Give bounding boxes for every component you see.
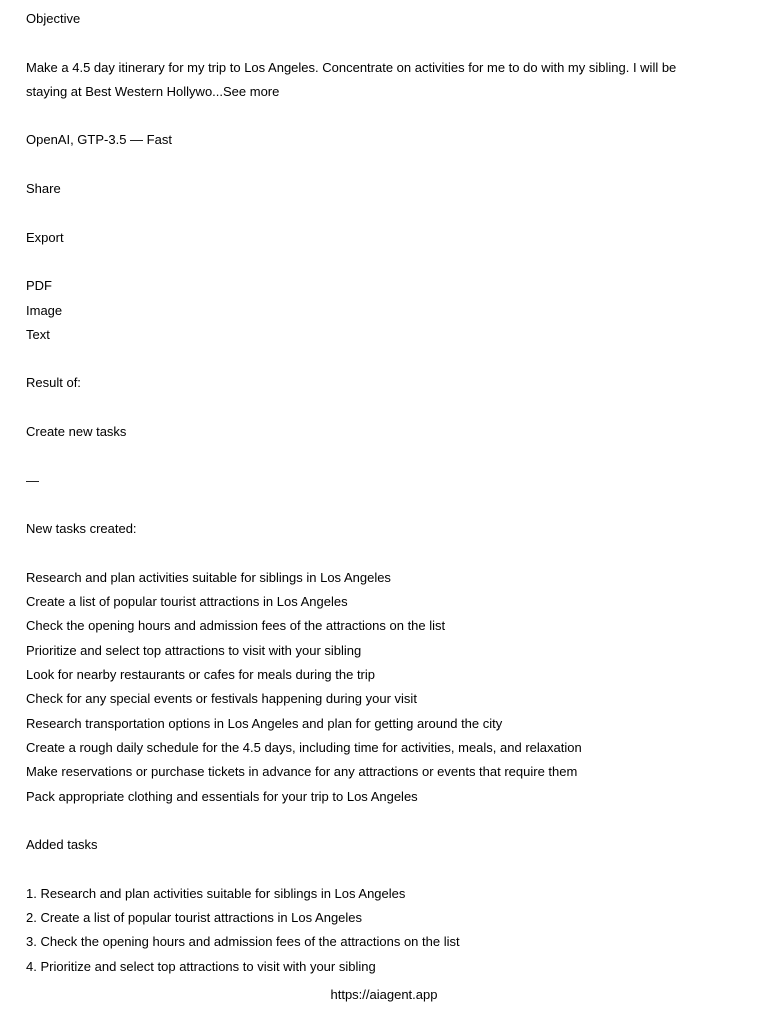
list-item: 3. Check the opening hours and admission fees of the attractions on the list — [26, 934, 460, 950]
list-item: Create a list of popular tourist attractions in Los Angeles — [26, 594, 348, 610]
new-tasks-list — [26, 569, 726, 812]
objective-text-line-1: Make a 4.5 day itinerary for my trip to Los Angeles. Concentrate on activities for me to do with my sibling. I will be — [26, 59, 677, 75]
list-item: Make reservations or purchase tickets in advance for any attractions or events that require them — [26, 764, 578, 780]
list-item: Check for any special events or festivals happening during your visit — [26, 691, 417, 707]
export-text-option[interactable]: Text — [26, 326, 50, 342]
result-label: Result of: — [26, 375, 81, 391]
list-item: Research and plan activities suitable for siblings in Los Angeles — [26, 569, 391, 585]
spacer — [26, 545, 726, 569]
spacer — [26, 34, 726, 58]
export-image-option[interactable]: Image — [26, 302, 63, 318]
footer-url-link[interactable]: https://aiagent.app — [330, 987, 438, 1002]
document-page — [26, 10, 726, 982]
list-item: Look for nearby restaurants or cafes for meals during the trip — [26, 667, 376, 683]
list-item: Create a rough daily schedule for the 4.5 days, including time for activities, meals, and relaxation — [26, 739, 582, 755]
spacer — [26, 447, 726, 471]
list-item: Pack appropriate clothing and essentials for your trip to Los Angeles — [26, 788, 418, 804]
model-label: OpenAI, GTP-3.5 — Fast — [26, 132, 172, 148]
new-tasks-heading: New tasks created: — [26, 521, 137, 537]
spacer — [26, 350, 726, 374]
objective-text-line-2-see-more[interactable]: staying at Best Western Hollywo...See more — [26, 83, 280, 99]
list-item: Check the opening hours and admission fees of the attractions on the list — [26, 618, 446, 634]
divider-dash: — — [26, 472, 39, 488]
spacer — [26, 496, 726, 520]
spacer — [26, 253, 726, 277]
list-item: 4. Prioritize and select top attractions to visit with your sibling — [26, 958, 376, 974]
objective-heading: Objective — [26, 11, 81, 26]
added-tasks-list — [26, 885, 726, 982]
spacer — [26, 399, 726, 423]
list-item: 2. Create a list of popular tourist attractions in Los Angeles — [26, 909, 363, 925]
list-item: 1. Research and plan activities suitable for siblings in Los Angeles — [26, 885, 406, 901]
export-pdf-option[interactable]: PDF — [26, 278, 52, 294]
spacer — [26, 812, 726, 836]
spacer — [26, 107, 726, 131]
spacer — [26, 860, 726, 884]
result-task-title: Create new tasks — [26, 424, 127, 440]
spacer — [26, 204, 726, 228]
list-item: Research transportation options in Los Angeles and plan for getting around the city — [26, 715, 503, 731]
spacer — [26, 156, 726, 180]
share-button[interactable]: Share — [26, 181, 61, 197]
list-item: Prioritize and select top attractions to visit with your sibling — [26, 642, 362, 658]
export-button[interactable]: Export — [26, 229, 64, 245]
added-tasks-heading: Added tasks — [26, 837, 98, 853]
